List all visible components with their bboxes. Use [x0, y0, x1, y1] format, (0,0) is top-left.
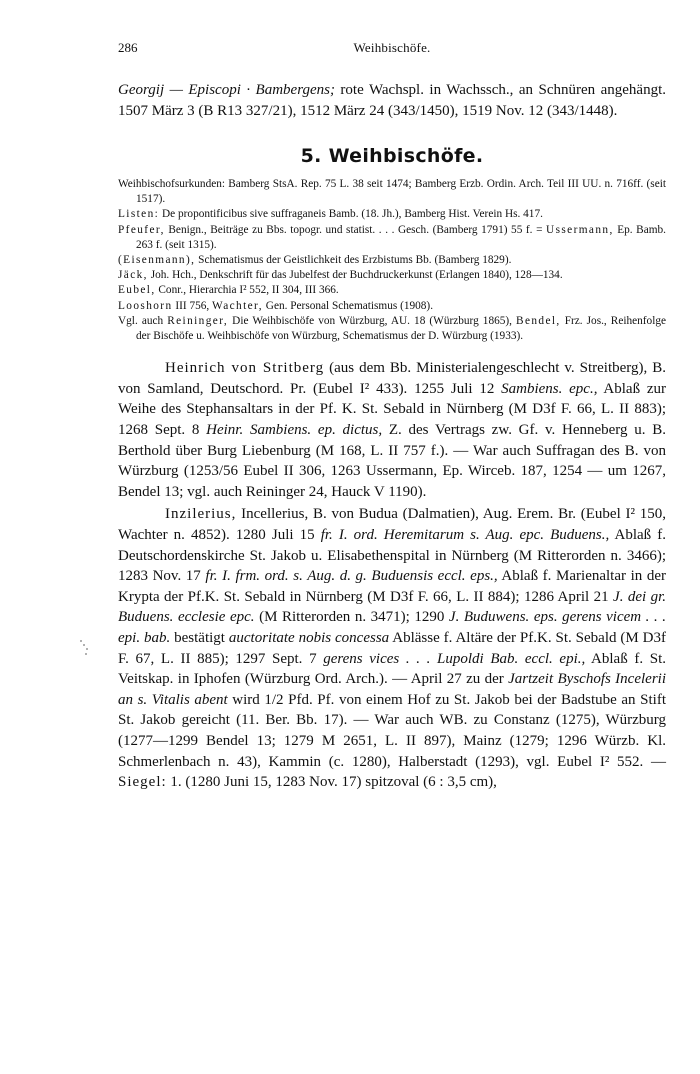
entry-text: (aus dem Bb. Ministerialengeschlecht v. Streitberg), B. von Samland, Deutschord. Pr. (Eubel I² 433). 1255 Juli 12: [118, 360, 666, 397]
bib-text: Ep. Bamb. 263 f. (seit 1315).: [136, 223, 666, 251]
bib-author: Listen:: [118, 208, 160, 221]
entry-italic: J. Buduwens. eps. gerens vicem . . . epi. bab.: [118, 609, 667, 646]
bib-text: Vgl. auch: [118, 314, 168, 327]
bib-text: Gen. Personal Schematismus (1908).: [262, 299, 434, 312]
entry-text: Ablässe f. Altäre der Pf.K. St. Sebald (M D3f F. 67, L. II 885); 1297 Sept. 7: [118, 629, 666, 667]
intro-paragraph: [118, 80, 666, 121]
bib-text: De propontificibus sive suffraganeis Bamb. (18. Jh.), Bamberg Hist. Verein Hs. 417.: [159, 208, 543, 221]
entry-text: 1. (1280 Juni 15, 1283 Nov. 17) spitzoval (6 : 3,5 cm),: [166, 774, 497, 791]
bibliography: [118, 177, 666, 344]
entry-italic: gerens vices . . . Lupoldi Bab. eccl. epi.,: [323, 650, 586, 667]
bib-author: Pfeufer,: [118, 223, 165, 236]
entry-text: bestätigt: [170, 629, 229, 646]
bib-entry: [118, 268, 666, 283]
bib-text: Frz. Jos., Reihenfolge der Bischöfe u. Weihbischöfe von Würzburg, Schematismus der D. Würzburg (1933).: [136, 314, 666, 343]
entry-italic: Sambiens. epc.,: [501, 380, 598, 397]
bib-entry: [118, 314, 666, 344]
book-page: [118, 40, 666, 793]
bib-entry: [118, 223, 666, 253]
bib-author: Bendel,: [516, 314, 561, 327]
seal-label: Siegel:: [118, 774, 167, 791]
entry-italic: Heinr. Sambiens. ep. dictus,: [206, 422, 383, 439]
bib-text: Weihbischofsurkunden: Bamberg StsA. Rep. 75 L. 38 seit 1474; Bamberg Erzb. Ordin. Arch. Teil III UU. n. 716ff. (seit 1517).: [118, 178, 666, 206]
entry-name: Inzilerius,: [165, 506, 237, 523]
entry-italic: fr. I. frm. ord. s. Aug. d. g. Buduensis eccl. eps.,: [205, 568, 498, 585]
entry-text: wird 1/2 Pfd. Pf. von einem Hof zu St. Jakob bei der Badstube an Stift St. Jakob gereicht (11. Ber. Bb. 17). — War auch WB. zu Constanz (1275), Würzburg (1277—1299 Bendel 13; 1279 M 2651, L. II 897), Mainz (1279; 1296 Würzb. Kl. Schmerlenbach n. 43), Kammin (c. 1280), Halberstadt (1293), vgl. Eubel I² 552. —: [118, 691, 666, 770]
bib-entry: [118, 299, 666, 314]
bib-text: Die Weihbischöfe von Würzburg, AU. 18 (Würzburg 1865),: [228, 314, 517, 327]
entry-text: Ablaß f. Marienaltar in der Krypta der Pf.K. St. Sebald in Nürnberg (M D3f F. 66, L. II 884); 1286 April 21: [118, 568, 667, 605]
section-title: 5. Weihbischöfe.: [300, 145, 484, 167]
entry-text: Incellerius, B. von Budua (Dalmatien), Aug. Erem. Br. (Eubel I² 150, Wachter n. 4852). 1280 Juli 15: [118, 506, 666, 543]
intro-italic: Georgij — Episcopi · Bambergens;: [118, 82, 335, 98]
bib-text: III 756,: [172, 299, 213, 312]
entry-italic: auctoritate nobis concessa: [228, 629, 390, 646]
bib-author: Eubel,: [118, 284, 156, 297]
entry-heinrich: [118, 358, 666, 502]
entry-text: Ablaß zur Weihe des Stephansaltars in der Pf. K. St. Sebald in Nürnberg (M D3f F. 66, L. II 883); 1268 Sept. 8: [118, 380, 666, 439]
page-number: 286: [118, 40, 138, 55]
entries: [118, 358, 666, 792]
bib-text: Conr., Hierarchia I² 552, II 304, III 366.: [155, 284, 339, 297]
bib-entry: [118, 253, 666, 268]
bib-author: Ussermann,: [546, 223, 614, 236]
bib-text: Schematismus der Geistlichkeit des Erzbistums Bb. (Bamberg 1829).: [195, 254, 512, 267]
bib-author: Reininger,: [167, 314, 229, 327]
running-title: Weihbischöfe.: [353, 40, 431, 55]
bib-entry: [118, 177, 666, 207]
bib-entry: [118, 283, 666, 298]
entry-name: Heinrich von Stritberg: [165, 360, 325, 377]
intro-text: rote Wachspl. in Wachssch., an Schnüren angehängt. 1507 März 3 (B R13 327/21), 1512 März 24 (343/1450), 1519 Nov. 12 (343/1448).: [118, 82, 666, 119]
entry-italic: fr. I. ord. Heremitarum s. Aug. epc. Buduens.,: [320, 526, 610, 543]
bib-author: Jäck,: [118, 269, 148, 282]
bib-entry: [118, 207, 666, 222]
bib-text: Benign., Beiträge zu Bbs. topogr. und statist. . . . Gesch. (Bamberg 1791) 55 f. =: [164, 223, 547, 236]
page-header: [118, 40, 666, 62]
bib-author: (Eisenmann),: [118, 254, 196, 267]
entry-text: Z. des Vertrags zw. Gf. v. Henneberg u. B. Berthold über Burg Liebenburg (M 168, L. II 757 f.). — War auch Suffragan des B. von Würzburg (1253/56 Eubel II 306, 1263 Ussermann, Ep. Wirceb. 187, 1254 — um 1267, Bendel 13; vgl. auch Reininger 24, Hauck V 1190).: [118, 422, 666, 500]
entry-inzilerius: [118, 504, 666, 792]
bib-author: Looshorn: [118, 299, 173, 312]
bib-author: Wachter,: [212, 299, 263, 312]
entry-italic: Jartzeit Byschofs Incelerii an s. Vitalis abent: [118, 671, 666, 708]
margin-mark: [80, 640, 90, 656]
bib-text: Joh. Hch., Denkschrift für das Jubelfest der Buchdruckerkunst (Erlangen 1840), 128—134.: [147, 269, 563, 282]
entry-text: Ablaß f. St. Veitskap. in Iphofen (Würzburg Ord. Arch.). — April 27 zu der: [118, 650, 666, 688]
entry-italic: J. dei gr. Buduens. ecclesie epc.: [118, 588, 666, 626]
entry-text: (M Ritterorden n. 3471); 1290: [254, 609, 449, 626]
entry-text: Ablaß f. Deutschordenskirche St. Jakob u. Elisabethenspital in Nürnberg (M Ritterorden n. 3466); 1283 Nov. 17: [118, 526, 666, 585]
